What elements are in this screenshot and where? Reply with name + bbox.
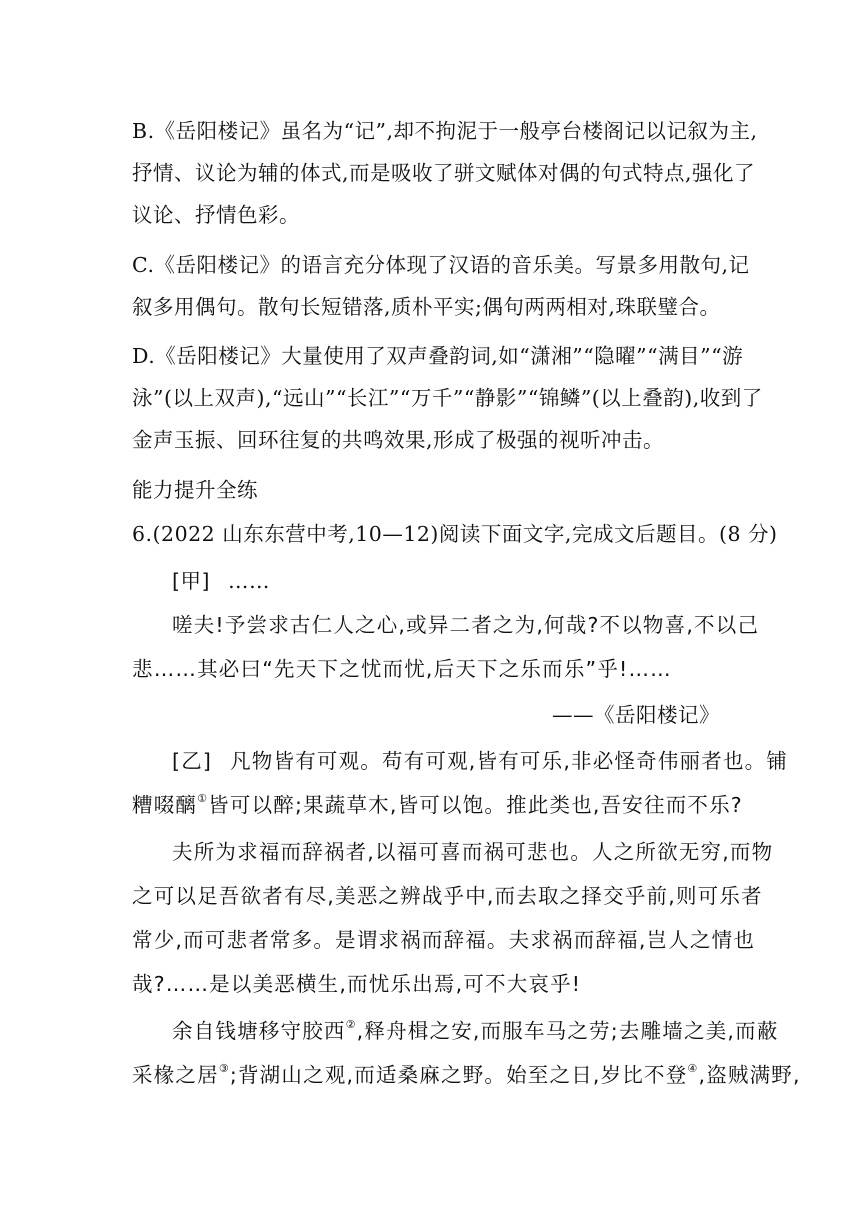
passage-yi-p2-line-1: 夫所为求福而辞祸者,以福可喜而祸可悲也。人之所欲无穷,而物 xyxy=(172,840,774,864)
question-stem: 6.(2022 山东东营中考,10—12)阅读下面文字,完成文后题目。(8 分) xyxy=(132,522,778,546)
passage-yi-text-2a: 糟啜醨 xyxy=(132,793,198,817)
passage-yi-p3-line-1 xyxy=(172,1018,779,1043)
passage-yi-p3-text-2b: ;背湖山之观,而适桑麻之野。始至之日,岁比不登 xyxy=(229,1063,688,1087)
option-b-line-2: 抒情、议论为辅的体式,而是吸收了骈文赋体对偶的句式特点,强化了 xyxy=(132,161,756,185)
passage-yi-p3-text-2a: 采椽之居 xyxy=(132,1063,219,1087)
passage-yi-p3-line-2 xyxy=(132,1062,801,1087)
section-title: 能力提升全练 xyxy=(132,478,258,502)
option-c-line-2: 叙多用偶句。散句长短错落,质朴平实;偶句两两相对,珠联璧合。 xyxy=(132,295,721,319)
footnote-marker-3: ③ xyxy=(218,1062,230,1075)
passage-yi-p3-text-2c: ,盗贼满野, xyxy=(698,1063,801,1087)
footnote-marker-4: ④ xyxy=(687,1062,699,1075)
passage-jia-header xyxy=(172,571,760,592)
passage-yi-label: [乙] xyxy=(172,749,213,773)
passage-yi-text-2b: 皆可以醉;果蔬草木,皆可以饱。推此类也,吾安往而不乐? xyxy=(208,793,743,817)
passage-yi-p2-line-3: 常少,而可悲者常多。是谓求祸而辞福。夫求祸而辞福,岂人之情也 xyxy=(132,928,756,952)
passage-yi-line-2 xyxy=(132,792,760,817)
passage-yi-line-1 xyxy=(172,749,789,773)
passage-jia-source: ——《岳阳楼记》 xyxy=(552,703,720,727)
passage-jia-line-2: 悲……其必曰“先天下之忧而忧,后天下之乐而乐”乎!…… xyxy=(132,657,672,681)
passage-yi-p3-text-1b: ,释舟楫之安,而服车马之劳;去雕墙之美,而蔽 xyxy=(356,1019,779,1043)
option-d-line-1: D.《岳阳楼记》大量使用了双声叠韵词,如“潇湘”“隐曜”“满目”“游 xyxy=(132,344,744,368)
footnote-marker-1: ① xyxy=(197,792,209,805)
footnote-marker-2: ② xyxy=(345,1018,357,1031)
option-b-line-3: 议论、抒情色彩。 xyxy=(132,203,300,227)
option-d-line-3: 金声玉振、回环往复的共鸣效果,形成了极强的视听冲击。 xyxy=(132,428,665,452)
option-b-line-1: B.《岳阳楼记》虽名为“记”,却不拘泥于一般亭台楼阁记以记叙为主, xyxy=(132,119,758,143)
option-c-line-1: C.《岳阳楼记》的语言充分体现了汉语的音乐美。写景多用散句,记 xyxy=(132,253,750,277)
passage-yi-p2-line-4: 哉?……是以美恶横生,而忧乐出焉,可不大哀乎! xyxy=(132,972,582,996)
passage-jia-line-1: 嗟夫!予尝求古仁人之心,或异二者之为,何哉?不以物喜,不以己 xyxy=(172,613,760,637)
passage-jia-label: [甲] xyxy=(172,569,210,593)
passage-yi-p2-line-2: 之可以足吾欲者有尽,美恶之辨战乎中,而去取之择交乎前,则可乐者 xyxy=(132,884,763,908)
passage-jia-ellipsis: …… xyxy=(228,569,270,593)
option-d-line-2: 泳”(以上双声),“远山”“长江”“万千”“静影”“锦鳞”(以上叠韵),收到了 xyxy=(132,386,763,410)
passage-yi-text-1: 凡物皆有可观。苟有可观,皆有可乐,非必怪奇伟丽者也。铺 xyxy=(230,749,789,773)
passage-yi-p3-text-1a: 余自钱塘移守胶西 xyxy=(172,1019,346,1043)
